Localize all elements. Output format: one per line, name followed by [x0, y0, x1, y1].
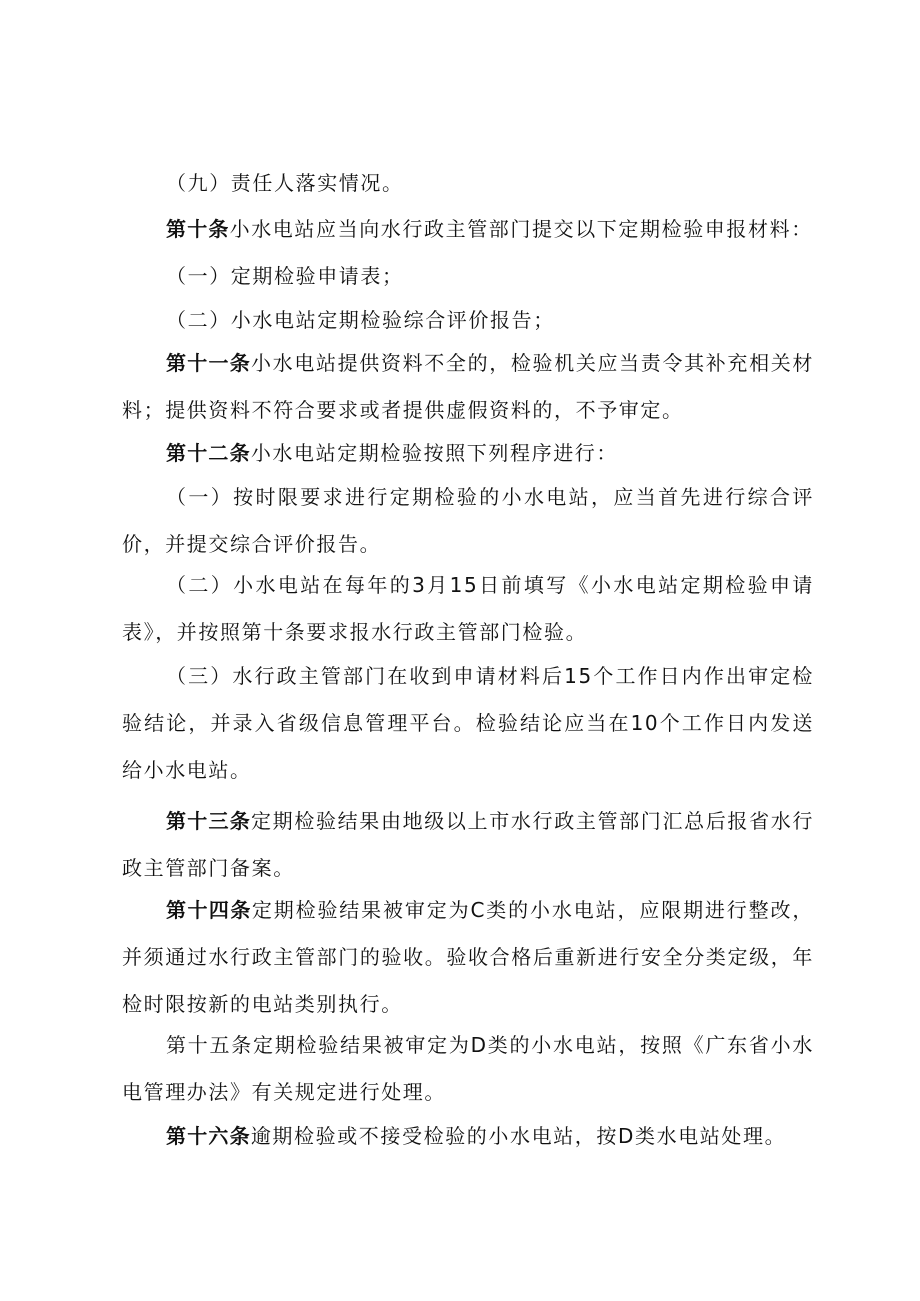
article-number: 第十四条 — [166, 898, 252, 922]
clause-item-2 — [122, 297, 814, 344]
article-text: 定期检验结果被审定为C类的小水电站，应限期进行整改，并须通过水行政主管部门的验收。验收合格后重新进行安全分类定级，年检时限按新的电站类别执行。 — [122, 898, 814, 1016]
clause-text: （九）责任人落实情况。 — [166, 171, 404, 195]
article-14 — [122, 887, 814, 1028]
article-text: 逾期检验或不接受检验的小水电站，按D类水电站处理。 — [250, 1124, 787, 1148]
article-12 — [122, 430, 814, 477]
article-13 — [122, 798, 814, 892]
article-11 — [122, 340, 814, 434]
procedure-item-1 — [122, 474, 814, 568]
article-16 — [122, 1113, 814, 1160]
article-text: 小水电站应当向水行政主管部门提交以下定期检验申报材料： — [229, 217, 813, 241]
clause-text: （二）小水电站定期检验综合评价报告； — [166, 308, 555, 332]
article-15 — [122, 1022, 814, 1116]
clause-item-1 — [122, 253, 814, 300]
article-text: 定期检验结果由地级以上市水行政主管部门汇总后报省水行政主管部门备案。 — [122, 809, 814, 880]
article-number: 第十条 — [166, 217, 230, 241]
article-10 — [122, 206, 814, 253]
article-number: 第十一条 — [166, 351, 252, 375]
article-number: 第十三条 — [166, 809, 252, 833]
procedure-item-3 — [122, 653, 814, 794]
procedure-item-2 — [122, 562, 814, 656]
clause-text: （一）定期检验申请表； — [166, 264, 404, 288]
clause-text: （一）按时限要求进行定期检验的小水电站，应当首先进行综合评价，并提交综合评价报告。 — [122, 485, 814, 556]
article-text: 第十五条定期检验结果被审定为D类的小水电站，按照《广东省小水电管理办法》有关规定进行处理。 — [122, 1033, 814, 1104]
article-number: 第十六条 — [166, 1124, 251, 1148]
article-text: 小水电站定期检验按照下列程序进行： — [250, 441, 619, 465]
clause-text: （二）小水电站在每年的3月15日前填写《小水电站定期检验申请表》，并按照第十条要求报水行政主管部门检验。 — [122, 573, 814, 644]
clause-text: （三）水行政主管部门在收到申请材料后15个工作日内作出审定检验结论，并录入省级信息管理平台。检验结论应当在10个工作日内发送给小水电站。 — [122, 664, 814, 782]
article-text: 小水电站提供资料不全的，检验机关应当责令其补充相关材料；提供资料不符合要求或者提供虚假资料的，不予审定。 — [122, 351, 814, 422]
clause-item-9 — [122, 160, 814, 207]
article-number: 第十二条 — [166, 441, 251, 465]
